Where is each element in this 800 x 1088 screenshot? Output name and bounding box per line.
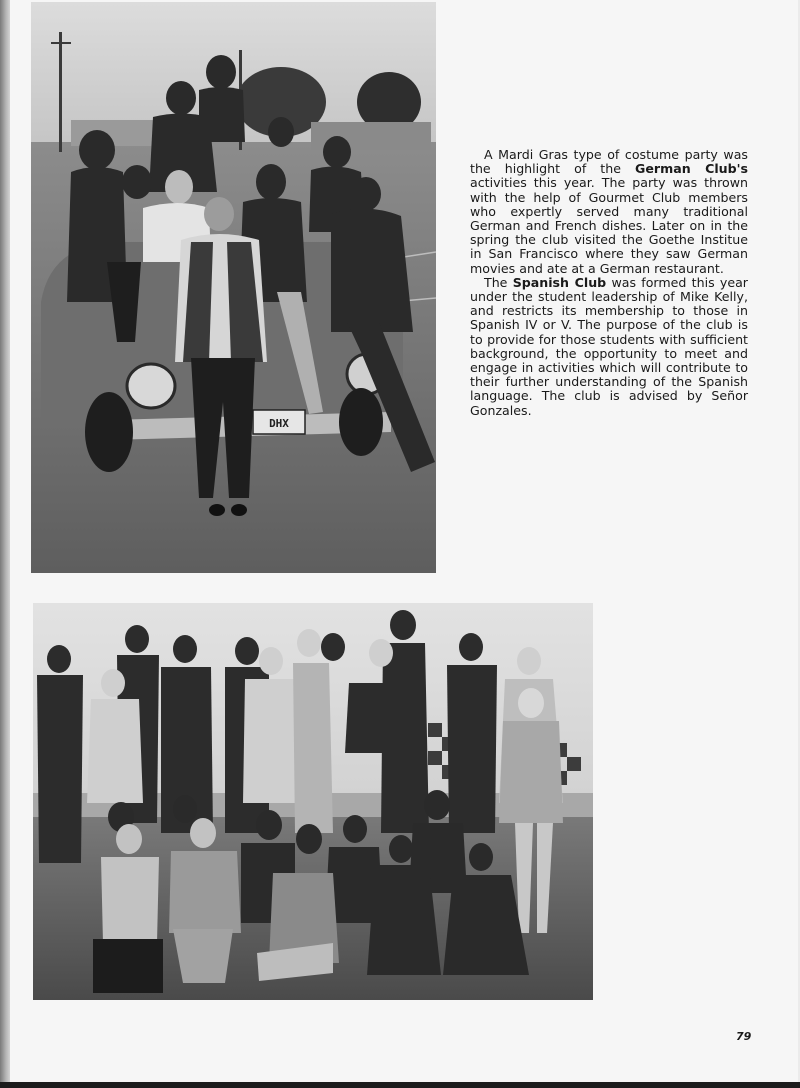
spanish-club-paragraph (470, 276, 748, 418)
spanish-paragraph-body: was formed this year under the student leadership of Mike Kelly, and restricts its membership to those in Spanish IV or V. The purpose of the club is to provide for those students with sufficient background, the opportunity to meet and engage in activities which will contribute to their further understanding of the Spanish language. The club is advised by Señor Gonzales. (470, 274, 748, 418)
german-club-photo-image (31, 2, 436, 573)
german-club-photo (31, 2, 436, 573)
spanish-paragraph-lead: The (484, 274, 513, 290)
german-club-name: German Club's (635, 161, 749, 177)
spanish-club-name: Spanish Club (512, 274, 607, 290)
spanish-club-photo-image (33, 603, 593, 1000)
german-paragraph-lead: A Mardi Gras type of costume party was the highlight of the (470, 147, 748, 177)
german-club-paragraph (470, 148, 748, 276)
page-bottom-edge (0, 1082, 800, 1088)
page-number: 79 (736, 1030, 752, 1043)
club-article (470, 148, 748, 418)
spanish-club-photo (33, 603, 593, 1000)
german-paragraph-body: activities this year. The party was thrown with the help of Gourmet Club members who expertly served many traditional German and French dishes. Later on in the spring the club visited the Goethe Institue in San Francisco where they saw German movies and ate at a German restaurant. (470, 175, 748, 276)
license-plate: DHX (269, 417, 289, 430)
